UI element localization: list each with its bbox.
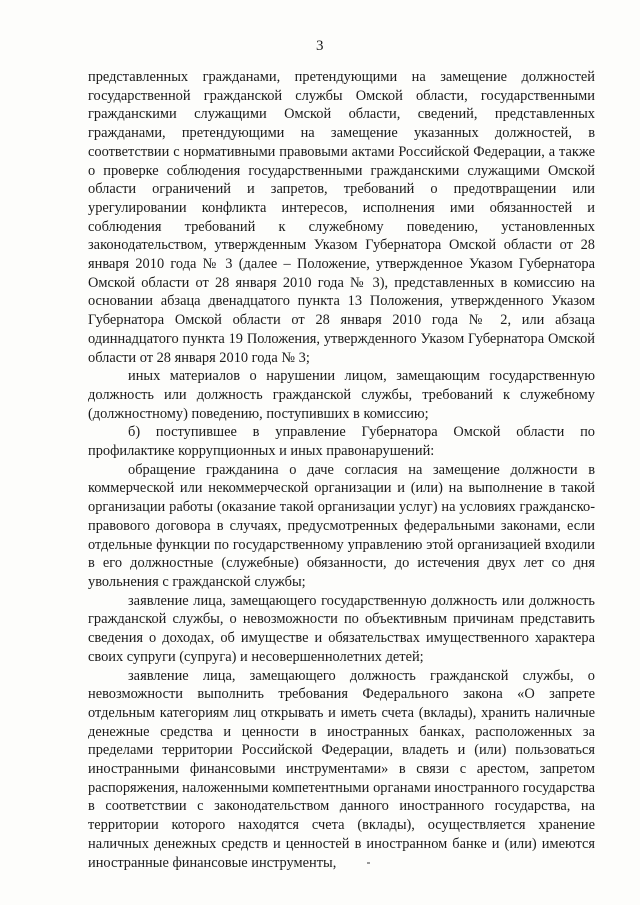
document-body	[88, 68, 595, 872]
page-number: 3	[316, 38, 324, 54]
paragraph: заявление лица, замещающего государственную должность или должность гражданской службы, о невозможности по объективным причинам представить сведения о доходах, об имуществе и обязательствах имущественного характера своих супруги (супруга) и несовершеннолетних детей;	[88, 592, 595, 665]
paragraph: заявление лица, замещающего должность гражданской службы, о невозможности выполнить требования Федерального закона «О запрете отдельным категориям лиц открывать и иметь счета (вклады), хранить наличные денежные средства и ценности в иностранных банках, расположенных за пределами территории Российской Федерации, владеть и (или) пользоваться иностранными финансовыми инструментами» в связи с арестом, запретом распоряжения, наложенными компетентными органами иностранного государства в соответствии с законодательством данного иностранного государства, на территории которого находятся счета (вклады), осуществляется хранение наличных денежных средств и ценностей в иностранном банке и (или) имеются иностранные финансовые инструменты,	[88, 667, 595, 871]
paragraph: иных материалов о нарушении лицом, замещающим государственную должность или должность гражданской службы, требований к служебному (должностному) поведению, поступивших в комиссию;	[88, 368, 595, 422]
scan-artifact	[367, 862, 370, 864]
paragraph: обращение гражданина о даче согласия на замещение должности в коммерческой или некоммерческой организации и (или) на выполнение в такой организации работы (оказание такой организации услуг) на условиях гражданско-правового договора в случаях, предусмотренных федеральными законами, если отдельные функции по государственному управлению этой организацией входили в его должностные (служебные) обязанности, до истечения двух лет со дня увольнения с гражданской службы;	[88, 461, 595, 590]
paragraph: б) поступившее в управление Губернатора Омской области по профилактике коррупционных и иных правонарушений:	[88, 424, 595, 460]
paragraph: представленных гражданами, претендующими на замещение должностей государственной гражданской службы Омской области, государственными гражданскими служащими Омской области, сведений, представленных гражданами, претендующими на замещение указанных должностей, в соответствии с нормативными правовыми актами Российской Федерации, а также о проверке соблюдения государственными гражданскими служащими Омской области ограничений и запретов, требований о предотвращении или урегулировании конфликта интересов, исполнения ими обязанностей и соблюдения требований к служебному поведению, установленных законодательством, утвержденным Указом Губернатора Омской области от 28 января 2010 года № 3 (далее – Положение, утвержденное Указом Губернатора Омской области от 28 января 2010 года № 3), представленных в комиссию на основании абзаца двенадцатого пункта 13 Положения, утвержденного Указом Губернатора Омской области от 28 января 2010 года № 2, или абзаца одиннадцатого пункта 19 Положения, утвержденного Указом Губернатора Омской области от 28 января 2010 года № 3;	[88, 69, 595, 366]
